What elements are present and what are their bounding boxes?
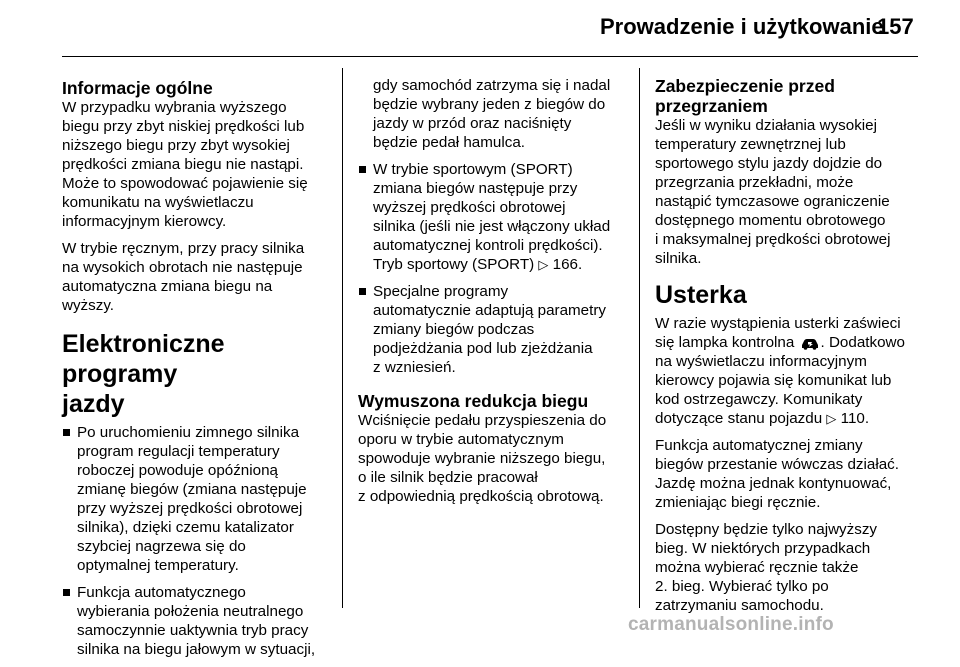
paragraph bbox=[655, 314, 923, 428]
column-3 bbox=[655, 76, 923, 623]
page-header-title: Prowadzenie i użytkowanie bbox=[600, 14, 884, 39]
page-reference[interactable]: 110. bbox=[840, 410, 870, 427]
watermark: carmanualsonline.info bbox=[628, 614, 834, 635]
section-heading-general-info: Informacje ogólne bbox=[62, 78, 213, 98]
car-warning-lamp-icon bbox=[800, 336, 820, 350]
page-reference[interactable]: 166. bbox=[552, 256, 583, 273]
paragraph: Funkcja automatycznej zmiany biegów przestanie wówczas działać. Jazdę można jednak kontynuować, zmieniając biegi ręcznie. bbox=[655, 437, 899, 511]
header-rule bbox=[62, 56, 918, 57]
section-heading-overheat-protection: Zabezpieczenie przed przegrzaniem bbox=[655, 76, 835, 116]
paragraph-text: W razie wystąpienia usterki zaświeci się lampka kontrolna bbox=[655, 315, 901, 351]
paragraph: W trybie ręcznym, przy pracy silnika na wysokich obrotach nie następuje automatyczna zmiana biegu na wyższy. bbox=[62, 240, 305, 314]
column-divider-1 bbox=[342, 68, 343, 608]
paragraph: Wciśnięcie pedału przyspieszenia do oporu w trybie automatycznym spowoduje wybranie niższego biegu, o ile silnik będzie pracował z odpowiednią prędkością obrotową. bbox=[358, 412, 607, 505]
paragraph: Jeśli w wyniku działania wysokiej temperatury zewnętrznej lub sportowego stylu jazdy dojdzie do przegrzania przekładni, może nastąpić tymczasowe ograniczenie dostępnego momentu obrotowego i maksymalnej prędkości obrotowej silnika. bbox=[655, 117, 891, 267]
section-heading-kickdown: Wymuszona redukcja biegu bbox=[358, 391, 589, 411]
column-2 bbox=[358, 76, 626, 514]
section-heading-fault: Usterka bbox=[655, 281, 747, 309]
bullet-item: Specjalne programy automatycznie adaptują parametry zmiany biegów podczas podjeżdżania pod lub zjeżdżania z wzniesień. bbox=[358, 282, 626, 377]
page-reference-arrow-icon: ▷ bbox=[538, 257, 549, 272]
paragraph: Dostępny będzie tylko najwyższy bieg. W niektórych przypadkach można wybierać ręcznie także 2. bieg. Wybierać tylko po zatrzymaniu samochodu. bbox=[655, 521, 878, 614]
paragraph-text: . Dodatkowo na wyświetlaczu informacyjnym kierowcy pojawia się komunikat lub kod ostrzegawczy. Komunikaty dotyczące stanu pojazdu bbox=[655, 334, 905, 427]
column-1 bbox=[62, 78, 330, 667]
bullet-item: Funkcja automatycznego wybierania położenia neutralnego samoczynnie uaktywnia tryb pracy silnika na biegu jałowym w sytuacji, bbox=[62, 583, 330, 659]
page-number: 157 bbox=[877, 14, 914, 39]
bullet-continuation: gdy samochód zatrzyma się i nadal będzie wybrany jeden z biegów do jazdy w przód oraz naciśnięty będzie pedał hamulca. bbox=[373, 77, 611, 151]
section-heading-electronic-programs: Elektroniczne programy jazdy bbox=[62, 330, 225, 418]
bullet-text: W trybie sportowym (SPORT) zmiana biegów następuje przy wyższej prędkości obrotowej silnika (jeśli nie jest włączony układ automatycznej kontroli prędkości). Tryb sportowy (SPORT) bbox=[373, 161, 611, 273]
column-divider-2 bbox=[639, 68, 640, 608]
bullet-item bbox=[358, 160, 626, 274]
paragraph: W przypadku wybrania wyższego biegu przy zbyt niskiej prędkości lub niższego biegu przy zbyt wysokiej prędkości zmiana biegu nie nastąpi. Może to spowodować pojawienie się komunikatu na wyświetlaczu informacyjnym kierowcy. bbox=[62, 99, 308, 230]
page-reference-arrow-icon: ▷ bbox=[826, 411, 837, 426]
bullet-item: Po uruchomieniu zimnego silnika program regulacji temperatury roboczej powoduje opóźnioną zmianę biegów (zmiana następuje przy wyższej prędkości obrotowej silnika), dzięki czemu katalizator szybciej nagrzewa się do optymalnej temperatury. bbox=[62, 423, 330, 575]
